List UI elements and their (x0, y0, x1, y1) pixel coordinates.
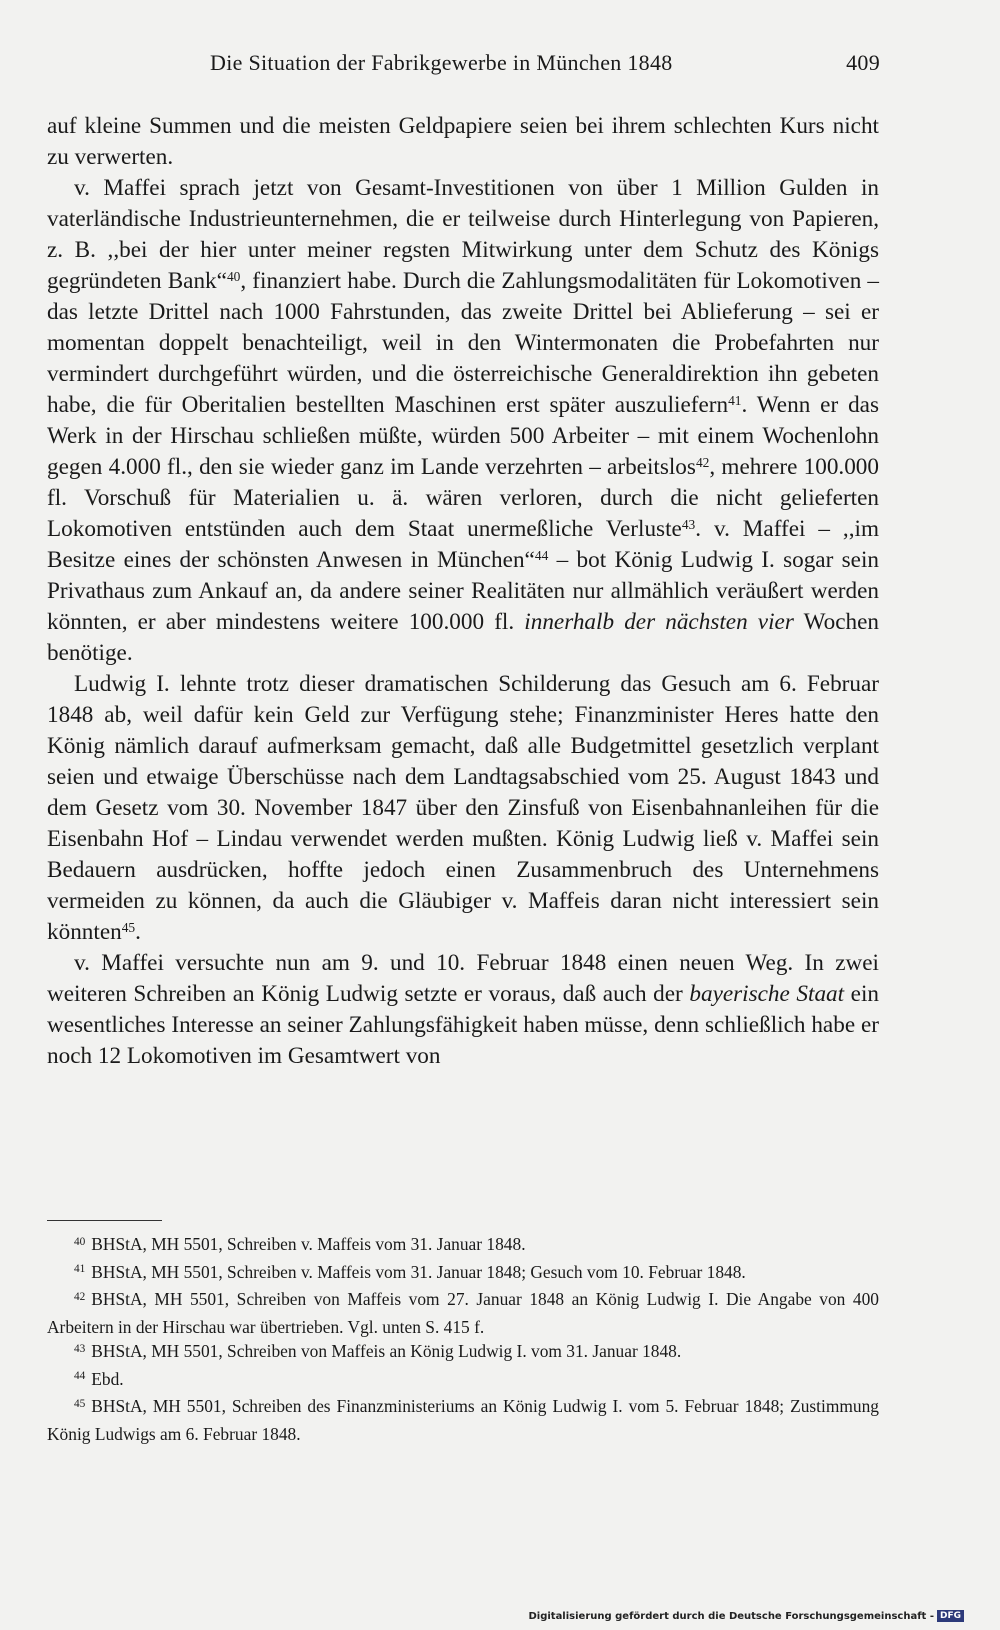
paragraph-1 (47, 111, 879, 173)
footnote-text: BHStA, MH 5501, Schreiben v. Maffeis vom 31. Januar 1848. (91, 1234, 526, 1254)
footnote-ref-41: 41 (728, 392, 742, 408)
footnote-text: BHStA, MH 5501, Schreiben des Finanzministeriums an König Ludwig I. vom 5. Februar 1848; Zustimmung König Ludwigs am 6. Februar 1848. (47, 1396, 879, 1444)
paragraph-2-text-b: , finanziert habe. Durch die Zahlungsmodalitäten für Lokomotiven – das letzte Drittel nach 1000 Fahrstunden, das zweite Drittel bei Ablieferung – sei er momentan doppelt benachteiligt, weil in den Wintermonaten die Probefahrten nur vermindert durchgeführt würden, und die österreichische Generaldirektion ihn gebeten habe, die für Oberitalien bestellten Maschinen erst später auszuliefern (47, 268, 879, 418)
page-number: 409 (846, 50, 880, 75)
footnote-number: 42 (74, 1290, 86, 1303)
running-title: Die Situation der Fabrikgewerbe in München 1848 (210, 50, 673, 75)
footnote-42 (47, 1287, 879, 1339)
paragraph-2-text-a: v. Maffei sprach jetzt von Gesamt-Investitionen von über 1 Million Gulden in vaterländische Industrieunternehmen, die er teilweise durch Hinterlegung von Papieren, z. B. ,,bei der hier unter meiner regsten Mitwirkung unter dem Schutz des Königs gegründeten Bank“ (47, 175, 879, 294)
paragraph-2-text-g: Wochen benötige. (47, 609, 879, 666)
footnote-number: 44 (74, 1370, 86, 1383)
footnotes (47, 1232, 879, 1446)
paragraph-1-text: auf kleine Summen und die meisten Geldpapiere seien bei ihrem schlechten Kurs nicht zu verwerten. (47, 113, 879, 170)
digitization-notice-text: Digitalisierung gefördert durch die Deutsche Forschungsgemeinschaft - (528, 1611, 934, 1622)
digitization-notice (528, 1610, 964, 1622)
footnote-44 (47, 1367, 879, 1395)
paragraph-4-text-a: v. Maffei versuchte nun am 9. und 10. Februar 1848 einen neuen Weg. In zwei weiteren Schreiben an König Ludwig setzte er voraus, daß auch der (47, 950, 879, 1007)
footnote-number: 40 (74, 1235, 86, 1248)
paragraph-4-italic: bayerische Staat (689, 981, 845, 1007)
body-text (47, 111, 879, 1072)
paragraph-2-text-d: , mehrere 100.000 fl. Vorschuß für Materialien u. ä. wären verloren, durch die nicht gelieferten Lokomotiven entstünden auch dem Staat unermeßliche Verluste (47, 454, 879, 542)
footnote-45 (47, 1394, 879, 1446)
footnote-text: BHStA, MH 5501, Schreiben von Maffeis vom 27. Januar 1848 an König Ludwig I. Die Angabe von 400 Arbeitern in der Hirschau war übertrieben. Vgl. unten S. 415 f. (47, 1289, 879, 1337)
footnote-text: BHStA, MH 5501, Schreiben von Maffeis an König Ludwig I. vom 31. Januar 1848. (91, 1341, 682, 1361)
paragraph-2 (47, 173, 879, 669)
paragraph-3 (47, 669, 879, 948)
dfg-logo-icon: DFG (937, 1610, 964, 1622)
paragraph-2-text-c: . Wenn er das Werk in der Hirschau schließen müßte, würden 500 Arbeiter – mit einem Wochenlohn gegen 4.000 fl., den sie wieder ganz im Lande verzehrten – arbeitslos (47, 392, 879, 480)
footnote-ref-45: 45 (121, 919, 136, 935)
paragraph-2-text-f: – bot König Ludwig I. sogar sein Privathaus zum Ankauf an, da andere seiner Realitäten nur allmählich veräußert werden könnten, er aber mindestens weitere 100.000 fl. (47, 547, 880, 635)
paragraph-4-text-b: ein wesentliches Interesse an seiner Zahlungsfähigkeit haben müsse, denn schließlich habe er noch 12 Lokomotiven im Gesamtwert von (47, 981, 880, 1069)
footnote-ref-44: 44 (534, 547, 549, 563)
paragraph-3-text-b: . (135, 919, 141, 945)
footnote-number: 43 (74, 1342, 86, 1355)
footnote-number: 41 (74, 1263, 86, 1276)
paragraph-4 (47, 948, 879, 1072)
footnote-text: Ebd. (91, 1368, 124, 1389)
paragraph-2-text-e: . v. Maffei – ,,im Besitze eines der schönsten Anwesen in München“ (47, 516, 880, 573)
footnote-43 (47, 1339, 879, 1367)
footnote-ref-42: 42 (695, 454, 710, 470)
footnote-40 (47, 1232, 879, 1260)
footnote-ref-40: 40 (226, 268, 241, 284)
footnote-number: 45 (74, 1397, 86, 1410)
paragraph-2-italic: innerhalb der nächsten vier (524, 609, 794, 635)
footnote-text: BHStA, MH 5501, Schreiben v. Maffeis vom 31. Januar 1848; Gesuch vom 10. Februar 1848. (91, 1261, 746, 1282)
footnote-ref-43: 43 (681, 516, 696, 532)
footnote-divider (47, 1220, 162, 1221)
paragraph-3-text-a: Ludwig I. lehnte trotz dieser dramatischen Schilderung das Gesuch am 6. Februar 1848 ab, weil dafür kein Geld zur Verfügung stehe; Finanzminister Heres hatte den König nämlich darauf aufmerksam gemacht, daß alle Budgetmittel gesetzlich verplant seien und etwaige Überschüsse nach dem Landtagsabschied vom 25. August 1843 und dem Gesetz vom 30. November 1847 über den Zinsfuß von Eisenbahnanleihen für die Eisenbahn Hof – Lindau verwendet werden mußten. König Ludwig ließ v. Maffei sein Bedauern ausdrücken, hoffte jedoch einen Zusammenbruch des Unternehmens vermeiden zu können, da auch die Gläubiger v. Maffeis daran nicht interessiert sein könnten (47, 671, 879, 945)
footnote-41 (47, 1260, 879, 1288)
